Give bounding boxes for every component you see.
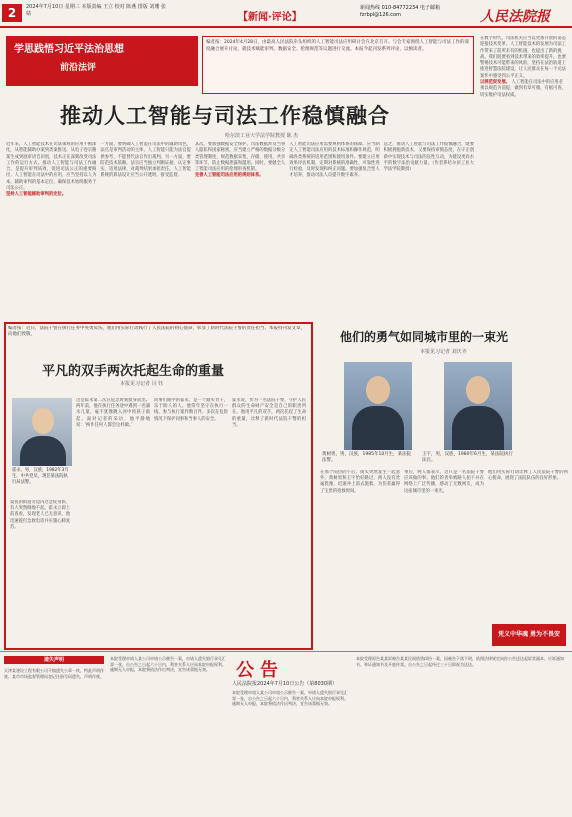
right-column-text: 在数字时代，司法机关应当以更加开放的姿态迎接技术变革。人工智能技术的发展为司法工作带来了前所未有的机遇，也提出了新的挑战。我们既要看到技术带来的效率提升，也要警惕技术可能带来的风险，坚持在法治轨道上推进智慧法院建设，让人民群众在每一个司法案件中感受到公平正义。 [480, 36, 566, 79]
notice-list-2: 本院受理原告某某诉被告某某民间借贷纠纷一案，因被告下落不明，依照法律规定向你公告送达起诉状副本、应诉通知书、举证通知书及开庭传票。自公告之日起经过三十日即视为送达。 [356, 656, 564, 667]
right-column-text-2: 人工智能在司法中的应用必须以规范为前提，做到有章可循、有据可查，切实维护司法权威。 [480, 80, 566, 98]
article-title[interactable]: 推动人工智能与司法工作稳慎融合 [60, 104, 390, 128]
portrait-uniform [452, 406, 504, 450]
right-feature-author: 本报见习记者 刘庆齐 [420, 349, 467, 355]
page-number: 2 [2, 4, 22, 22]
photo-caption-2: 王宇，男，汉族，1980年6月生，某法院执行法官。 [422, 452, 513, 463]
article-paragraph: 总之，推动人工智能与司法工作稳慎融合，既要积极拥抱新技术，又要保持审慎态度，在守正创新中实现技术与司法的良性互动，为建设更高水平的数字法治贡献力量。（作者系哈尔滨工业大学法学院教授） [383, 142, 475, 173]
left-notice-text: 天津某建设工程有限公司不慎遗失公章一枚，特此声明作废。某市市场监督管理局登记注册号码遗失，声明作废。 [4, 668, 104, 679]
article-paragraph: 一方面，要明确人工智能在司法中的辅助角色，法官是审判活动的主体，人工智能只能为法官提供参考，不能替代法官作出裁判。另一方面，要防范技术依赖，法官应当独立判断证据、认定事实、适用法律，对裁判结果承担责任。人工智能系统的算法设计应当公开透明，接受监督。 [100, 142, 191, 179]
portrait-photo [12, 398, 72, 466]
article-col-2 [100, 142, 190, 320]
notice-subtitle: 人民法院报2024年7月10日公告（第8030期） [232, 681, 337, 687]
right-feature-col-2: 事后，两人都表示，这只是一名法院干警应该做的事。他们的善举被路人拍下并在网络上广泛传播，感动了无数网友，成为这座城市里的一束光。 [404, 470, 484, 494]
left-notice-head: 遗失声明 [4, 656, 104, 664]
portrait-uniform [20, 436, 66, 466]
header-rule [0, 26, 572, 28]
right-column-subhead: 以规范促发展。 [480, 80, 511, 86]
portrait-photo-2 [444, 362, 512, 450]
feature-col-1: 这是霍永第二次在危急时刻挺身而出。两年前，他在执行任务途中遇到一名溺水儿童，毫不犹豫跳入河中将孩子救起。面对记者的采访，他平静地说：‘换作任何人都会这样做。’ [76, 398, 150, 428]
feature-body [76, 398, 306, 643]
right-feature-title[interactable]: 他们的勇气如同城市里的一束光 [340, 330, 509, 344]
notice-list-1: 本院受理申请人某公司申请公示催告一案，申请人遗失银行承兑汇票一张，自公告之日起六十日内，利害关系人应向本院申报权利。逾期无人申报，本院将依法作出判决，宣告该票据无效。 [232, 690, 348, 706]
feature-title[interactable]: 平凡的双手两次托起生命的重量 [42, 364, 225, 379]
section-title: 【新闻·评论】 [238, 12, 302, 23]
article-paragraph: 人工智能司法应用需要规则体系的保障。应当制定人工智能司法应用的技术标准和操作规范，明确各类系统的适用范围和使用条件。要建立应用效果评估机制，定期对系统的准确性、可靠性进行检验，及时发现和纠正问题。要加强复合型人才培养，推动司法人员提升数字素养。 [289, 142, 380, 179]
right-feature-col-1: 在那个闷热的午后，街头突然发生一起意外。黄树勇和王宇恰好路过，两人没有丝毫犹豫，迅速冲上前去施救，为伤者赢得了宝贵的抢救时间。 [320, 470, 400, 494]
article-subhead: 坚持人工智能辅助审判的定位。 [6, 192, 67, 198]
feature-col-2: 同事们眼中的霍永，是一个踏实肯干、乐于助人的人。他常年坚守在执行一线，参与执行案件数百件，多次在危险情况下保护同事和当事人的安全。 [154, 398, 228, 422]
editor-note: 编者按：2024年4月28日，由最高人民法院牵头组织的人工智能司法应用研讨会在北京召开。与会专家围绕人工智能与司法工作的深度融合展开讨论，就技术赋能审判、数据安全、伦理规范等议题进行交流。本报今起刊发系列评论，以飨读者。 [202, 36, 474, 94]
article-col-4 [289, 142, 379, 320]
portrait-photo-1 [344, 362, 412, 450]
notice-title: 公告 [236, 660, 284, 681]
slogan-tag: 凭义中华魂 勇为不畏安 [492, 624, 566, 646]
article-paragraph: 其次，要加强数据安全保护。司法数据涉及当事人隐私和国家秘密，应当建立严格的数据分级分类管理制度，规范数据采集、存储、使用、共享等环节，防止数据泄露和滥用。同时，要健全人工智能司法应用的伦理审查机制。 [194, 142, 286, 173]
portrait-face [466, 376, 490, 404]
feature-col-left: 夏夜的街道旁边闪过急促身影，有人突然倒地不起。霍永立即上前查看，发现老人已无意识，他迅速拨打急救电话并实施心肺复苏。 [10, 500, 71, 530]
portrait-face [32, 408, 54, 434]
portrait-face [366, 376, 390, 404]
article-paragraph: 近年来，人工智能技术在司法领域的应用不断深化，从智能辅助办案到类案推送，从电子卷宗随案生成到庭审语音识别，技术正在深刻改变司法工作的运行方式。推动人工智能与司法工作融合，是提升审判质效、促进司法公正的重要路径。人工智能在司法中的应用，应当坚持以人为本、辅助审判的基本定位，确保技术始终服务于司法公正。 [6, 142, 97, 192]
article-col-5 [384, 142, 474, 320]
article-body [6, 142, 474, 320]
right-feature-body [320, 470, 568, 645]
banner-subtitle: 前沿法评 [60, 63, 97, 73]
feature-col-3: 霍永说，作为一名法院干警，守护人民群众的生命财产安全是自己的职责所在。他用平凡的双手，两次托起了生命的重量，诠释了新时代法院干警的担当。 [232, 398, 306, 428]
article-author: 哈尔滨工业大学法学院教授 陈 杰 [225, 133, 299, 139]
header-meta: 2024年7月10日 星期三 本版责编 王立 校对 陈燕 排版 刘珊 张婧 [26, 4, 166, 17]
right-feature-col-3: 他们用实际行动诠释了人民法院干警的初心使命，展现了法院队伍的良好形象。 [488, 470, 568, 482]
right-column [480, 36, 566, 306]
article-col-1 [6, 142, 96, 320]
newspaper-logo: 人民法院报 [480, 9, 550, 25]
banner-title: 学思践悟习近平法治思想 [14, 44, 124, 55]
article-col-3 [195, 142, 285, 320]
header-contact: 新闻热线 010-84772234 电子邮箱 fzrbpl@126.com [360, 5, 440, 18]
mid-notice-text: 本院受理申请人某公司申请公示催告一案，申请人遗失银行承兑汇票一张，自公告之日起六十日内，利害关系人应向本院申报权利。逾期无人申报，本院将依法作出判决，宣告该票据无效。 [110, 656, 226, 672]
photo-caption-1: 黄树勇，男，汉族，1985年10月生，某法院法警。 [322, 452, 412, 463]
portrait-uniform [352, 406, 404, 450]
article-subhead: 完善人工智能司法应用的规则体系。 [194, 173, 264, 179]
feature-author: 本报见习记者 闫 钰 [120, 381, 164, 387]
bottom-divider [0, 651, 572, 652]
feature-intro: 编者按：近日，法院干警在执行任务中英勇负伤。他们用实际行动践行了人民法院的初心使命，彰显了新时代法院干警的责任担当。本报特刊发文章，向他们致敬。 [8, 326, 305, 338]
photo-caption: 霍永，男，汉族，1982年3月生，中共党员，现任某法院执行局法警。 [12, 468, 69, 485]
